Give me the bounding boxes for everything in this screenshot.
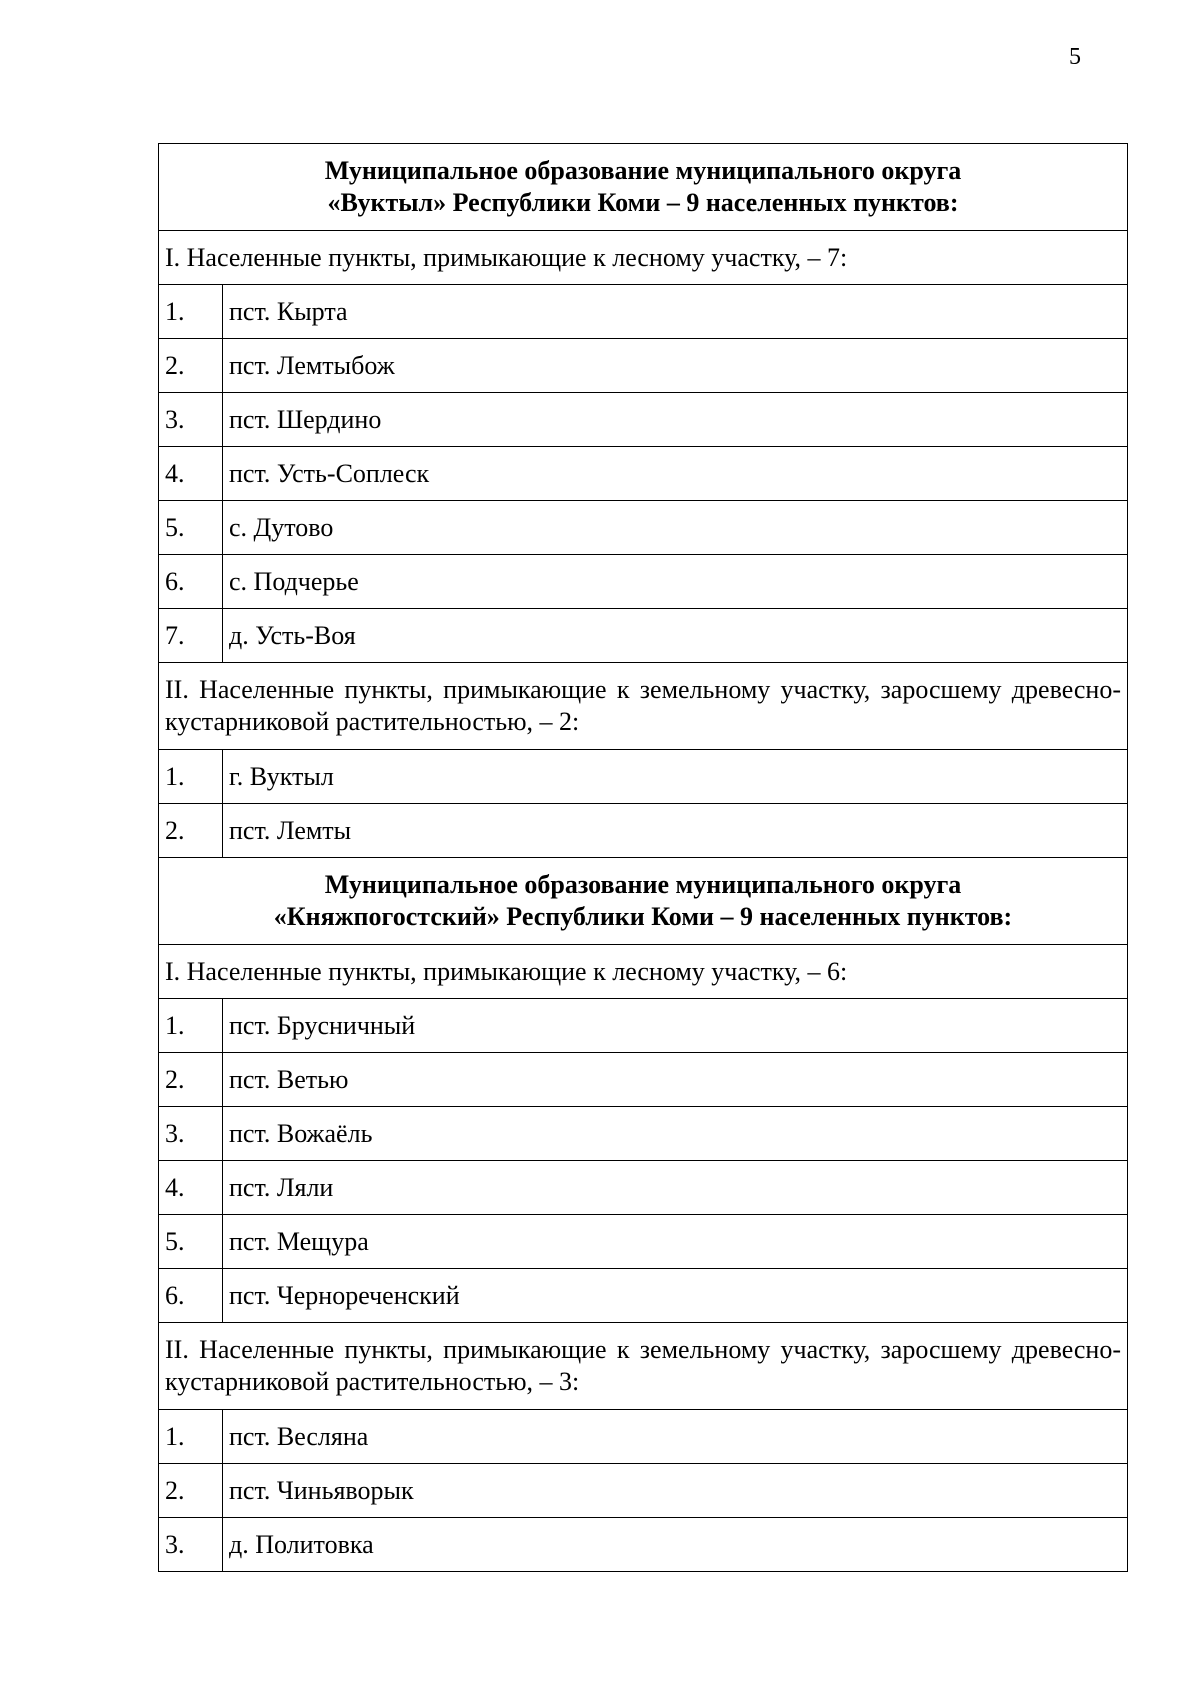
row-number: 6. <box>159 555 223 609</box>
section-heading-row <box>159 945 1128 999</box>
settlement-name: пст. Шердино <box>223 393 1128 447</box>
table-row <box>159 999 1128 1053</box>
row-number: 2. <box>159 804 223 858</box>
row-number: 2. <box>159 1464 223 1518</box>
municipality-header-row <box>159 144 1128 231</box>
table-row <box>159 501 1128 555</box>
row-number: 4. <box>159 1161 223 1215</box>
page-number: 5 <box>1069 44 1081 70</box>
table-row <box>159 1215 1128 1269</box>
settlement-name: с. Подчерье <box>223 555 1128 609</box>
settlement-name: с. Дутово <box>223 501 1128 555</box>
settlement-name: д. Усть-Воя <box>223 609 1128 663</box>
row-number: 3. <box>159 393 223 447</box>
table-row <box>159 1053 1128 1107</box>
table-row <box>159 1518 1128 1572</box>
row-number: 6. <box>159 1269 223 1323</box>
settlement-name: пст. Весляна <box>223 1410 1128 1464</box>
section-heading-row <box>159 231 1128 285</box>
section-heading: I. Населенные пункты, примыкающие к лесному участку, – 6: <box>159 945 1128 999</box>
table-row <box>159 609 1128 663</box>
settlement-name: г. Вуктыл <box>223 750 1128 804</box>
table-row <box>159 339 1128 393</box>
settlement-name: д. Политовка <box>223 1518 1128 1572</box>
municipality-title <box>159 144 1128 231</box>
municipality-title-line2: «Вуктыл» Республики Коми – 9 населенных пунктов: <box>327 188 959 217</box>
row-number: 2. <box>159 339 223 393</box>
table-row <box>159 1410 1128 1464</box>
municipality-title-line2: «Княжпогостский» Республики Коми – 9 населенных пунктов: <box>273 902 1013 931</box>
row-number: 5. <box>159 501 223 555</box>
table-row <box>159 1464 1128 1518</box>
settlement-name: пст. Чернореченский <box>223 1269 1128 1323</box>
settlement-name: пст. Ляли <box>223 1161 1128 1215</box>
row-number: 3. <box>159 1518 223 1572</box>
row-number: 1. <box>159 750 223 804</box>
settlement-name: пст. Лемтыбож <box>223 339 1128 393</box>
municipality-title-line1: Муниципальное образование муниципального округа <box>324 156 962 185</box>
row-number: 3. <box>159 1107 223 1161</box>
table-row <box>159 750 1128 804</box>
section-heading-row <box>159 663 1128 750</box>
settlement-name: пст. Чиньяворык <box>223 1464 1128 1518</box>
settlement-name: пст. Брусничный <box>223 999 1128 1053</box>
municipality-header-row <box>159 858 1128 945</box>
table-row <box>159 285 1128 339</box>
municipality-title-line1: Муниципальное образование муниципального округа <box>324 870 962 899</box>
settlement-name: пст. Кырта <box>223 285 1128 339</box>
row-number: 4. <box>159 447 223 501</box>
table-row <box>159 1107 1128 1161</box>
table-row <box>159 555 1128 609</box>
settlements-table <box>158 143 1128 1572</box>
settlement-name: пст. Ветью <box>223 1053 1128 1107</box>
settlement-name: пст. Усть-Соплеск <box>223 447 1128 501</box>
table-row <box>159 1269 1128 1323</box>
settlement-name: пст. Вожаёль <box>223 1107 1128 1161</box>
row-number: 1. <box>159 285 223 339</box>
row-number: 7. <box>159 609 223 663</box>
row-number: 1. <box>159 1410 223 1464</box>
section-heading: II. Населенные пункты, примыкающие к земельному участку, заросшему древесно-кустарниковой растительностью, – 2: <box>159 663 1128 750</box>
settlement-name: пст. Лемты <box>223 804 1128 858</box>
row-number: 1. <box>159 999 223 1053</box>
settlement-name: пст. Мещура <box>223 1215 1128 1269</box>
section-heading: II. Населенные пункты, примыкающие к земельному участку, заросшему древесно-кустарниковой растительностью, – 3: <box>159 1323 1128 1410</box>
section-heading-row <box>159 1323 1128 1410</box>
table-row <box>159 1161 1128 1215</box>
table-row <box>159 447 1128 501</box>
municipality-title <box>159 858 1128 945</box>
table-row <box>159 393 1128 447</box>
section-heading: I. Населенные пункты, примыкающие к лесному участку, – 7: <box>159 231 1128 285</box>
table-row <box>159 804 1128 858</box>
row-number: 5. <box>159 1215 223 1269</box>
row-number: 2. <box>159 1053 223 1107</box>
